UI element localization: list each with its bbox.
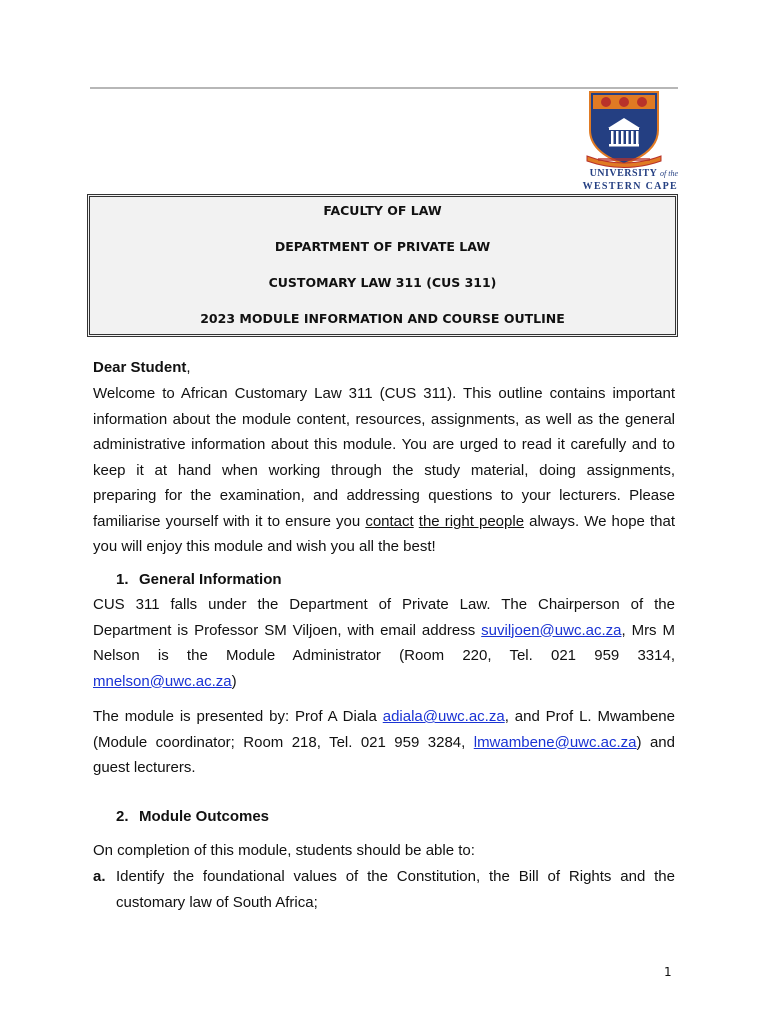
email-link-adiala[interactable]: adiala@uwc.ac.za: [382, 708, 505, 725]
intro-line: administrative information about this module. You are urged to read it carefully and to: [93, 436, 675, 453]
intro-line: Welcome to African Customary Law 311 (CUS 311). This outline contains important: [93, 385, 675, 402]
course-title: CUSTOMARY LAW 311 (CUS 311): [268, 275, 497, 290]
email-link-mnelson[interactable]: mnelson@uwc.ac.za: [93, 672, 232, 690]
intro-line: you will enjoy this module and wish you all the best!: [93, 538, 436, 555]
department-title: DEPARTMENT OF PRIVATE LAW: [274, 239, 491, 254]
email-link-lmwambene[interactable]: lmwambene@uwc.ac.za: [473, 733, 637, 751]
document-title: 2023 MODULE INFORMATION AND COURSE OUTLINE: [200, 311, 565, 326]
faculty-title: FACULTY OF LAW: [323, 203, 442, 218]
university-name-line2: WESTERN CAPE: [582, 181, 678, 192]
general-info-paragraph: CUS 311 falls under the Department of Private Law. The Chairperson of the Department is Professor SM Viljoen, with email address suviljoen@uwc.ac.za, Mrs M Nelson is the Module Administrator (Room 220, Tel. 021 959 3314, mnelson@uwc.ac.za): [93, 596, 675, 690]
section-heading-module-outcomes: 2. Module Outcomes: [116, 808, 270, 825]
intro-line-contact: familiarise yourself with it to ensure you contact the right people always. We hope that: [93, 512, 675, 530]
intro-line: preparing for the examination, and addressing questions to your lecturers. Please: [93, 487, 675, 504]
top-rule: [90, 87, 678, 89]
list-marker: a.: [93, 868, 106, 885]
section-heading-general-information: 1. General Information: [116, 571, 282, 588]
university-crest-logo: [584, 90, 664, 168]
module-header-box: [87, 194, 678, 337]
presenters-paragraph: The module is presented by: Prof A Diala adiala@uwc.ac.za, and Prof L. Mwambene (Module coordinator; Room 218, Tel. 021 959 3284, lmwambene@uwc.ac.za) and guest lecturers.: [93, 708, 675, 776]
intro-line: information about the module content, resources, assignments, as well as the general: [93, 410, 675, 428]
page-number: 1: [664, 965, 672, 979]
university-name-line1: UNIVERSITY of the: [589, 168, 678, 179]
outcome-item: a. Identify the foundational values of the Constitution, the Bill of Rights and the customary law of South Africa;: [93, 864, 675, 915]
intro-paragraph: [93, 381, 675, 560]
greeting: Dear Student,: [93, 359, 191, 376]
outcomes-intro: On completion of this module, students should be able to:: [93, 842, 475, 859]
intro-line: keep it at hand when working through the study material, doing assignments,: [93, 461, 675, 479]
email-link-suviljoen[interactable]: suviljoen@uwc.ac.za: [481, 621, 622, 639]
